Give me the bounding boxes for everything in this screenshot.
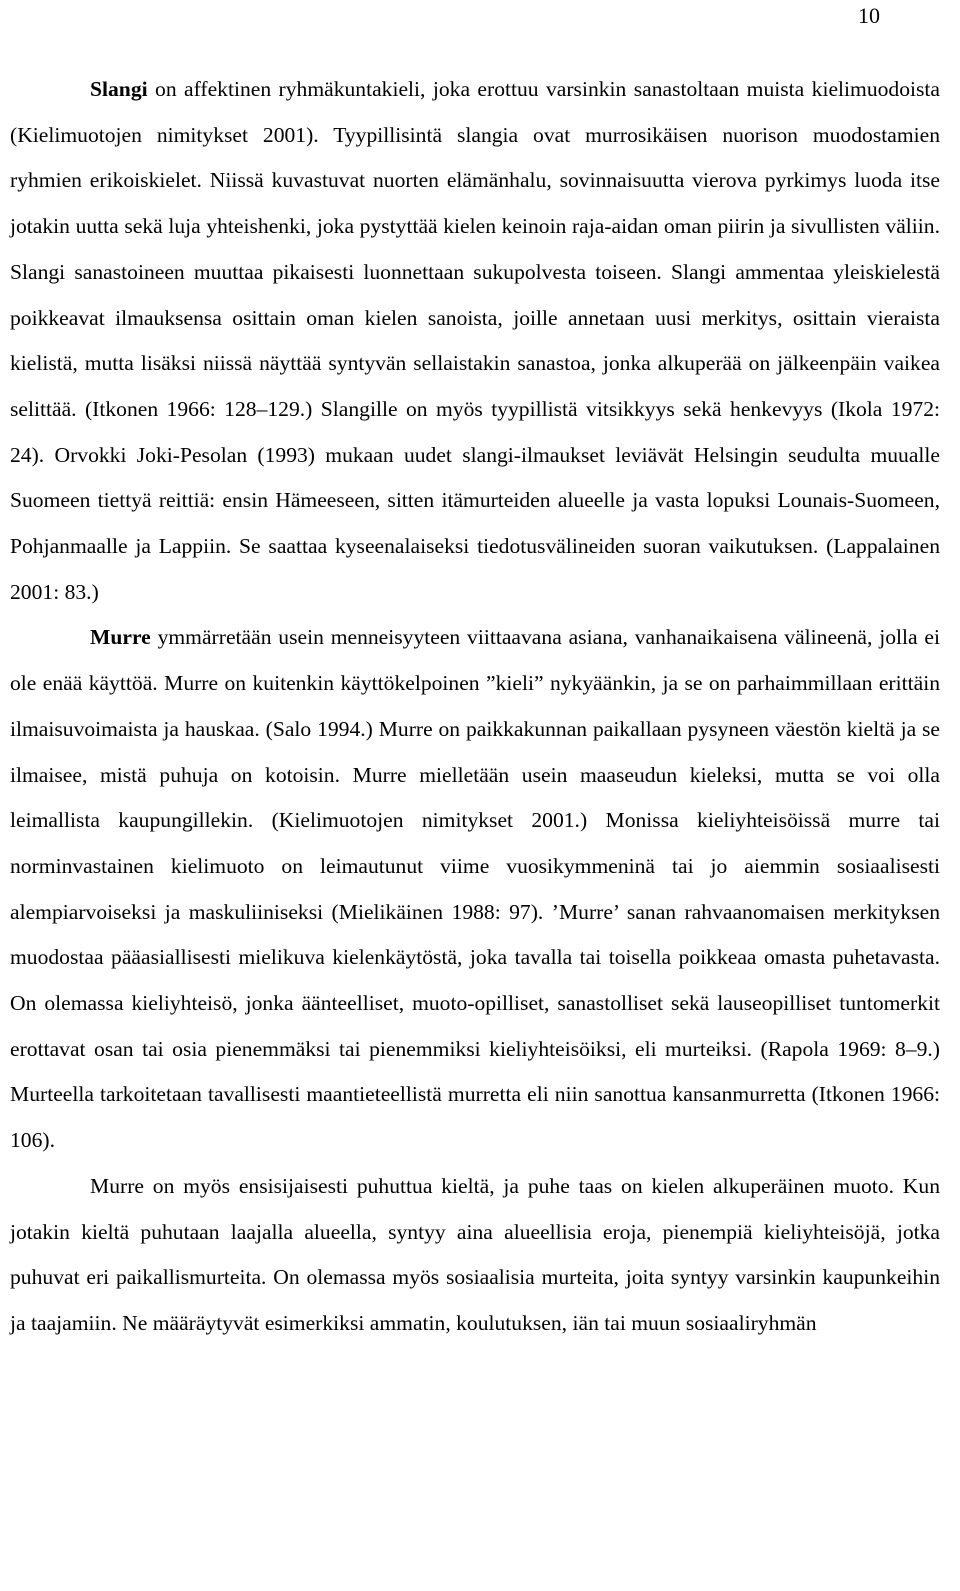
- paragraph-slangi: [10, 67, 940, 615]
- paragraph-text: Murre on myös ensisijaisesti puhuttua kieltä, ja puhe taas on kielen alkuperäinen muoto. Kun jotakin kieltä puhutaan laajalla alueella, syntyy aina alueellisia eroja, pienempiä kieliyhteisöjä, jotka puhuvat eri paikallismurteita. On olemassa myös sosiaalisia murteita, joita syntyy varsinkin kaupunkeihin ja taajamiin. Ne määräytyvät esimerkiksi ammatin, koulutuksen, iän tai muun sosiaaliryhmän: [10, 1173, 940, 1335]
- paragraph-text: ymmärretään usein menneisyyteen viittaavana asiana, vanhanaikaisena välineenä, jolla ei ole enää käyttöä. Murre on kuitenkin käyttökelpoinen ”kieli” nykyäänkin, ja se on parhaimmillaan erittäin ilmaisuvoimaista ja hauskaa. (Salo 1994.) Murre on paikkakunnan paikallaan pysyneen väestön kieltä ja se ilmaisee, mistä puhuja on kotoisin. Murre mielletään usein maaseudun kieleksi, mutta se voi olla leimallista kaupungillekin. (Kielimuotojen nimitykset 2001.) Monissa kieliyhteisöissä murre tai norminvastainen kielimuoto on leimautunut viime vuosikymmeninä tai jo aiemmin sosiaalisesti alempiarvoiseksi ja maskuliiniseksi (Mielikäinen 1988: 97). ’Murre’ sanan rahvaanomaisen merkityksen muodostaa pääasiallisesti mielikuva kielenkäytöstä, joka tavalla tai toisella poikkeaa omasta puhetavasta. On olemassa kieliyhteisö, jonka äänteelliset, muoto-opilliset, sanastolliset sekä lauseopilliset tuntomerkit erottavat osan tai osia pienemmäksi tai pienemmiksi kieliyhteisöiksi, eli murteiksi. (Rapola 1969: 8–9.) Murteella tarkoitetaan tavallisesti maantieteellistä murretta eli niin sanottua kansanmurretta (Itkonen 1966: 106).: [10, 625, 940, 1153]
- paragraph-murre: [10, 615, 940, 1163]
- body-text: [10, 67, 940, 1347]
- term-murre: Murre: [90, 625, 151, 650]
- paragraph-murre-puhuttu: [10, 1164, 940, 1347]
- page-number: 10: [858, 3, 880, 28]
- paragraph-text: on affektinen ryhmäkuntakieli, joka erottuu varsinkin sanastoltaan muista kielimuodoista (Kielimuotojen nimitykset 2001). Tyypillisintä slangia ovat murrosikäisen nuorison muodostamien ryhmien erikoiskielet. Niissä kuvastuvat nuorten elämänhalu, sovinnaisuutta vierova pyrkimys luoda itse jotakin uutta sekä luja yhteishenki, joka pystyttää kielen keinoin raja-aidan oman piirin ja sivullisten väliin. Slangi sanastoineen muuttaa pikaisesti luonnettaan sukupolvesta toiseen. Slangi ammentaa yleiskielestä poikkeavat ilmauksensa osittain oman kielen sanoista, joille annetaan uusi merkitys, osittain vieraista kielistä, mutta lisäksi niissä näyttää syntyvän sellaistakin sanastoa, jonka alkuperää on jälkeenpäin vaikea selittää. (Itkonen 1966: 128–129.) Slangille on myös tyypillistä vitsikkyys sekä henkevyys (Ikola 1972: 24). Orvokki Joki-Pesolan (1993) mukaan uudet slangi-ilmaukset leviävät Helsingin seudulta muualle Suomeen tiettyä reittiä: ensin Hämeeseen, sitten itämurteiden alueelle ja vasta lopuksi Lounais-Suomeen, Pohjanmaalle ja Lappiin. Se saattaa kyseenalaiseksi tiedotusvälineiden suoran vaikutuksen. (Lappalainen 2001: 83.): [10, 77, 940, 604]
- term-slangi: Slangi: [90, 77, 148, 101]
